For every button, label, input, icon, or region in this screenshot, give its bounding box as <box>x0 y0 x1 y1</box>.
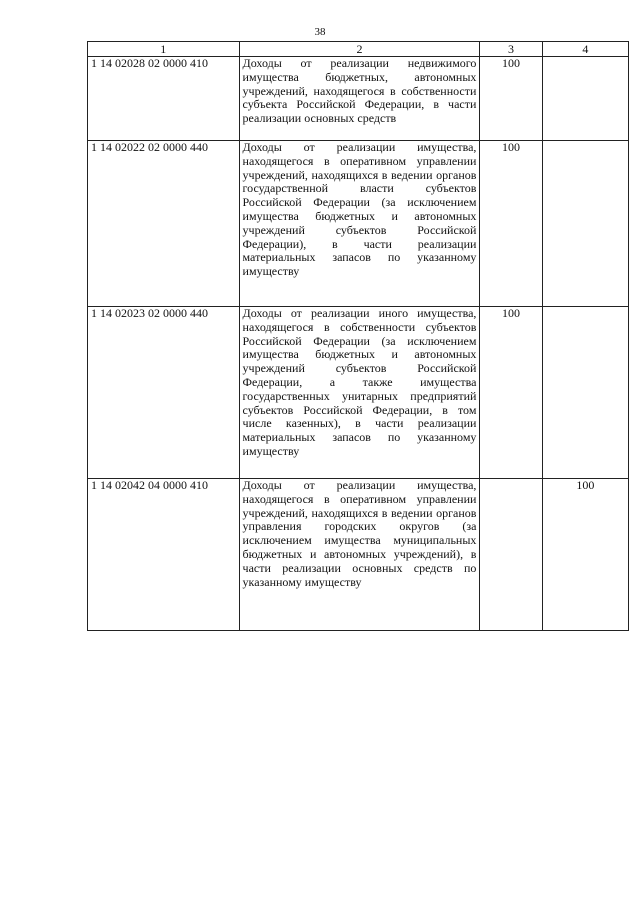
row-name: Доходы от реализации имущества, находящегося в оперативном управлении учреждений, находящихся в ведении органов управления городских округов (за исключением имущества муниципальных бюджетных и автономных учреждений), в части реализации основных средств по указанному имуществу <box>239 479 480 631</box>
row-name: Доходы от реализации имущества, находящегося в оперативном управлении учреждений, находящихся в ведении органов государственной власти субъектов Российской Федерации (за исключением имущества бюджетных и автономных учреждений субъектов Российской Федерации), в части реализации материальных запасов по указанному имуществу <box>239 141 480 307</box>
header-col-2: 2 <box>239 42 480 57</box>
row-col4-value <box>542 141 628 307</box>
row-col4-value <box>542 307 628 479</box>
row-name: Доходы от реализации иного имущества, находящегося в собственности субъектов Российской Федерации (за исключением имущества бюджетных и автономных учреждений субъектов Российской Федерации, а также имущества государственных унитарных предприятий субъектов Российской Федерации, в том числе казенных), в части реализации материальных запасов по указанному имуществу <box>239 307 480 479</box>
header-col-1: 1 <box>88 42 240 57</box>
table-row <box>88 57 629 141</box>
header-col-3: 3 <box>480 42 542 57</box>
row-col4-value: 100 <box>542 479 628 631</box>
revenue-table <box>87 41 629 631</box>
row-col3-value <box>480 479 542 631</box>
header-col-4: 4 <box>542 42 628 57</box>
row-name: Доходы от реализации недвижимого имущества бюджетных, автономных учреждений, находящегося в собственности субъекта Российской Федерации, в части реализации основных средств <box>239 57 480 141</box>
row-code: 1 14 02028 02 0000 410 <box>88 57 240 141</box>
page-number: 38 <box>314 26 326 38</box>
row-code: 1 14 02022 02 0000 440 <box>88 141 240 307</box>
row-code: 1 14 02042 04 0000 410 <box>88 479 240 631</box>
row-col3-value: 100 <box>480 307 542 479</box>
row-col3-value: 100 <box>480 57 542 141</box>
table-row <box>88 307 629 479</box>
table-row <box>88 141 629 307</box>
row-col4-value <box>542 57 628 141</box>
table-row <box>88 479 629 631</box>
header-row <box>88 42 629 57</box>
row-code: 1 14 02023 02 0000 440 <box>88 307 240 479</box>
row-col3-value: 100 <box>480 141 542 307</box>
